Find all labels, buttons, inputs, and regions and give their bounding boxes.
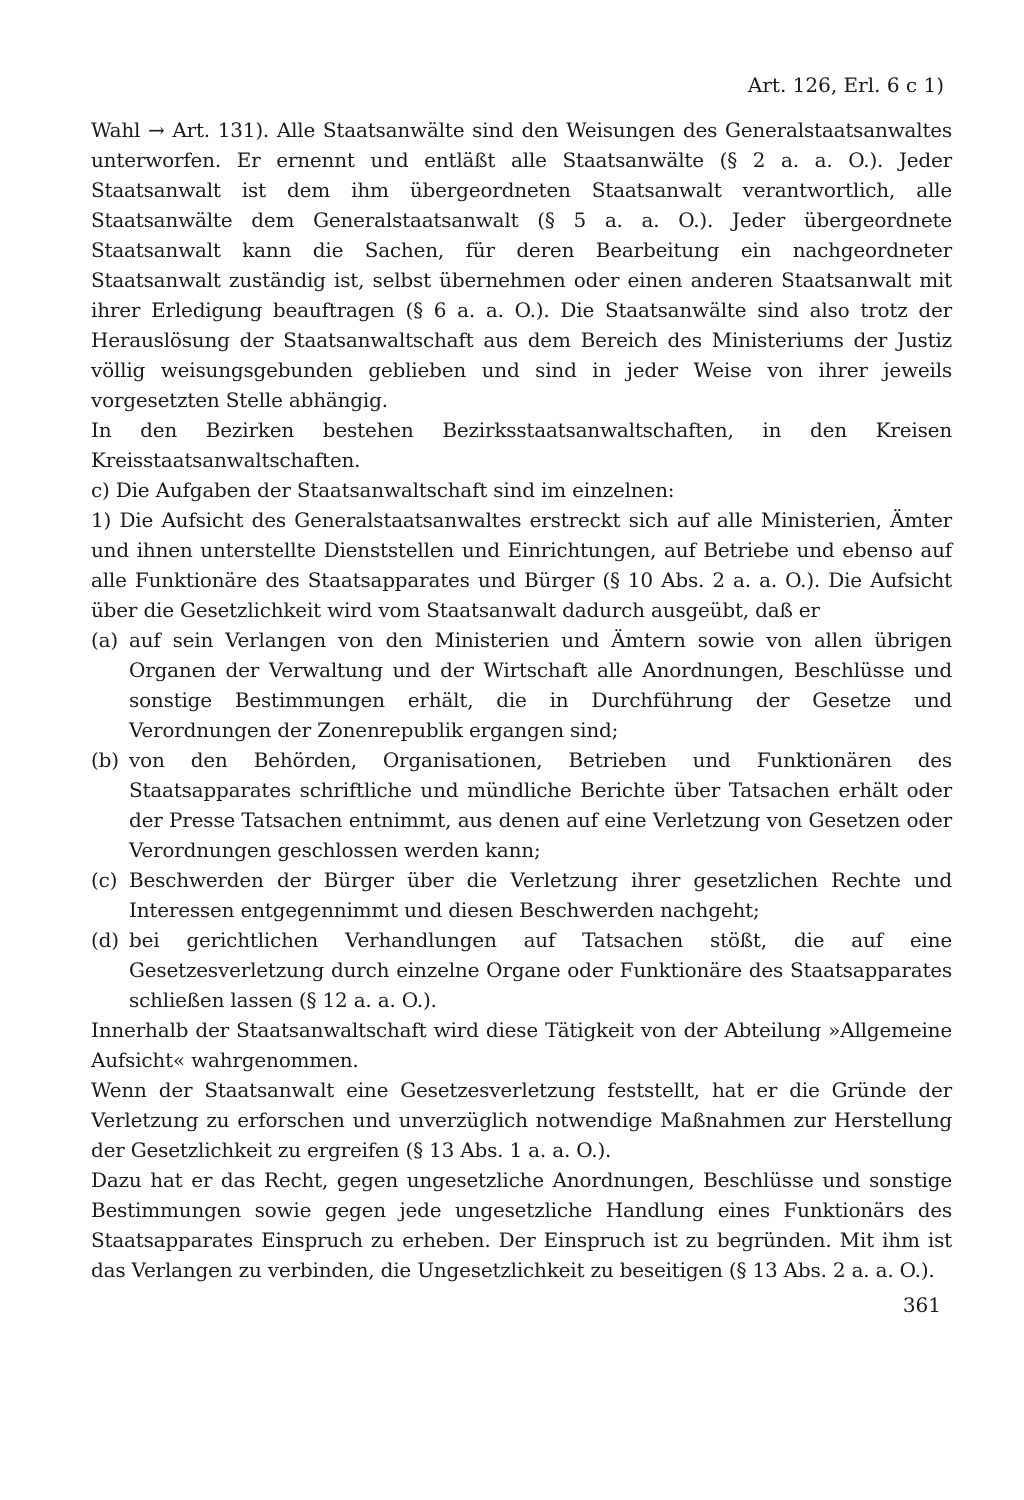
paragraph-district-prosecutors: In den Bezirken bestehen Bezirksstaatsanwaltschaften, in den Kreisen Kreisstaatsanwaltschaften. (91, 418, 952, 472)
list-item-text: auf sein Verlangen von den Ministerien und Ämtern sowie von allen übrigen Organen der Verwaltung und der Wirtschaft alle Anordnungen, Beschlüsse und sonstige Bestimmungen erhält, die in Durchführung der Gesetze und Verordnungen der Zonenrepublik ergangen sind; (129, 628, 952, 742)
paragraph-prosecutors-hierarchy: Wahl → Art. 131). Alle Staatsanwälte sind den Weisungen des Generalstaatsanwaltes unterworfen. Er ernennt und entläßt alle Staatsanwälte (§ 2 a. a. O.). Jeder Staatsanwalt ist dem ihm übergeordneten Staatsanwalt verantwortlich, alle Staatsanwälte dem Generalstaatsanwalt (§ 5 a. a. O.). Jeder übergeordnete Staatsanwalt kann die Sachen, für deren Bearbeitung ein nachgeordneter Staatsanwalt zuständig ist, selbst übernehmen oder einen anderen Staatsanwalt mit ihrer Erledigung beauftragen (§ 6 a. a. O.). Die Staatsanwälte sind also trotz der Herauslösung der Staatsanwaltschaft aus dem Bereich des Ministeriums der Justiz völlig weisungsgebunden geblieben und sind in jeder Weise von ihrer jeweils vorgesetzten Stelle abhängig. (91, 118, 952, 412)
list-item-text: von den Behörden, Organisationen, Betrieben und Funktionären des Staatsapparates schriftliche und mündliche Berichte über Tatsachen erhält oder der Presse Tatsachen entnimmt, aus denen auf eine Verletzung von Gesetzen oder Verordnungen geschlossen werden kann; (129, 748, 952, 862)
paragraph-general-supervision: Innerhalb der Staatsanwaltschaft wird diese Tätigkeit von der Abteilung »Allgemeine Aufsicht« wahrgenommen. (91, 1018, 952, 1072)
running-header: Art. 126, Erl. 6 c 1) (747, 73, 944, 97)
list-item-text: Beschwerden der Bürger über die Verletzung ihrer gesetzlichen Rechte und Interessen entgegennimmt und diesen Beschwerden nachgeht; (129, 868, 952, 922)
list-item-marker: (d) (91, 928, 119, 952)
paragraph-violation-measures: Wenn der Staatsanwalt eine Gesetzesverletzung feststellt, hat er die Gründe der Verletzung zu erforschen und unverzüglich notwendige Maßnahmen zur Herstellung der Gesetzlichkeit zu ergreifen (§ 13 Abs. 1 a. a. O.). (91, 1078, 952, 1162)
page-number: 361 (902, 1293, 941, 1317)
paragraph-objection-right: Dazu hat er das Recht, gegen ungesetzliche Anordnungen, Beschlüsse und sonstige Bestimmungen sowie gegen jede ungesetzliche Handlung eines Funktionärs des Staatsapparates Einspruch zu erheben. Der Einspruch ist zu begründen. Mit ihm ist das Verlangen zu verbinden, die Ungesetzlichkeit zu beseitigen (§ 13 Abs. 2 a. a. O.). (91, 1168, 952, 1282)
list-item-marker: (a) (91, 628, 118, 652)
list-item (91, 925, 952, 1015)
list-item (91, 625, 952, 745)
paragraph-tasks-heading: c) Die Aufgaben der Staatsanwaltschaft sind im einzelnen: (91, 478, 675, 502)
body-text (91, 115, 952, 1285)
supervision-list (91, 625, 952, 1015)
list-item-text: bei gerichtlichen Verhandlungen auf Tatsachen stößt, die auf eine Gesetzesverletzung durch einzelne Organe oder Funktionäre des Staatsapparates schließen lassen (§ 12 a. a. O.). (129, 928, 952, 1012)
list-item-marker: (c) (91, 868, 118, 892)
list-item (91, 865, 952, 925)
list-item-marker: (b) (91, 748, 119, 772)
paragraph-supervision-scope: 1) Die Aufsicht des Generalstaatsanwaltes erstreckt sich auf alle Ministerien, Ämter und ihnen unterstellte Dienststellen und Einrichtungen, auf Betriebe und ebenso auf alle Funktionäre des Staatsapparates und Bürger (§ 10 Abs. 2 a. a. O.). Die Aufsicht über die Gesetzlichkeit wird vom Staatsanwalt dadurch ausgeübt, daß er (91, 508, 952, 622)
list-item (91, 745, 952, 865)
